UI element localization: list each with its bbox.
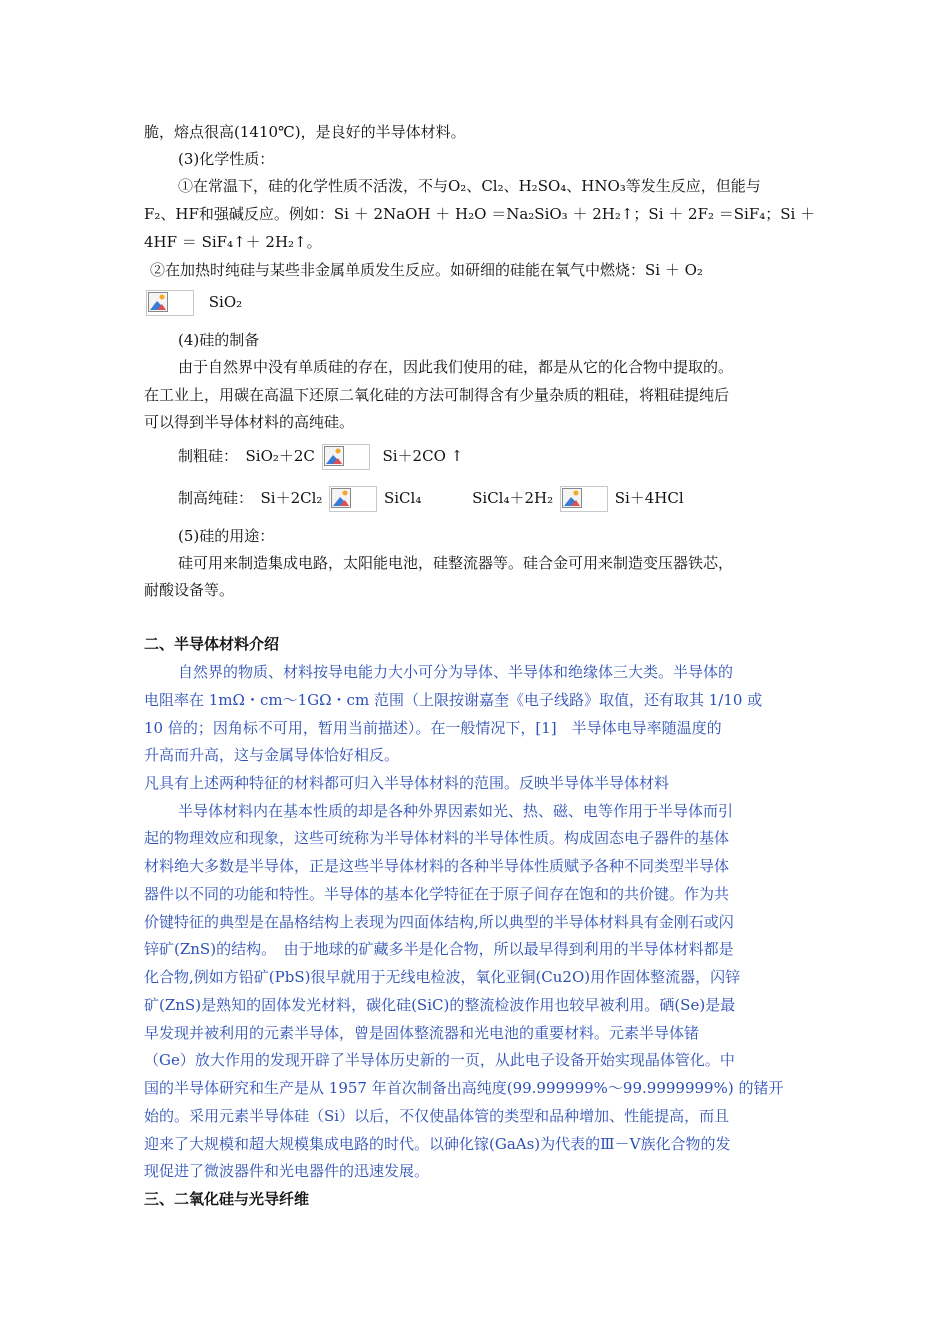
paragraph-line: 凡具有上述两种特征的材料都可归入半导体材料的范围。反映半导体半导体材料 bbox=[144, 774, 670, 792]
paragraph-line: 硅可用来制造集成电路，太阳能电池，硅整流器等。硅合金可用来制造变压器铁芯， bbox=[178, 554, 734, 572]
paragraph-line: 自然界的物质、材料按导电能力大小可分为导体、半导体和绝缘体三大类。半导体的 bbox=[178, 663, 734, 681]
equation-right: Si＋4HCl bbox=[614, 489, 684, 507]
paragraph-line: 材料绝大多数是半导体，正是这些半导体材料的各种半导体性质赋予各种不同类型半导体 bbox=[144, 857, 730, 875]
section-heading-semiconductor-intro: 二、半导体材料介绍 bbox=[144, 635, 280, 653]
paragraph-line: 矿(ZnS)是熟知的固体发光材料，碳化硅(SiC)的整流检波作用也较早被利用。硒(Se)是最 bbox=[144, 996, 736, 1014]
paragraph-line: ①在常温下，硅的化学性质不活泼，不与O₂、Cl₂、H₂SO₄、HNO₃等发生反应，但能与 bbox=[178, 177, 761, 195]
equation-right: Si＋2CO ↑ bbox=[382, 447, 464, 465]
broken-image-icon bbox=[322, 444, 370, 470]
paragraph-line: 国的半导体研究和生产是从 1957 年首次制备出高纯度(99.999999%～99.9999999%) 的锗开 bbox=[144, 1079, 784, 1097]
paragraph-line: 4HF ＝ SiF₄↑＋ 2H₂↑。 bbox=[144, 233, 322, 251]
equation-right: SiCl₄ bbox=[383, 489, 422, 507]
paragraph-line: 耐酸设备等。 bbox=[144, 581, 235, 599]
section-heading-chemical-properties: (3)化学性质： bbox=[178, 150, 275, 168]
paragraph-line: 起的物理效应和现象，这些可统称为半导体材料的半导体性质。构成固态电子器件的基体 bbox=[144, 829, 730, 847]
equation-row-pure-silicon bbox=[178, 486, 684, 512]
equation-left: 制粗硅： SiO₂＋2C bbox=[178, 447, 315, 465]
equation-left: 制高纯硅： Si＋2Cl₂ bbox=[178, 489, 323, 507]
paragraph-line: 迎来了大规模和超大规模集成电路的时代。以砷化镓(GaAs)为代表的Ⅲ－Ⅴ族化合物的发 bbox=[144, 1135, 731, 1153]
paragraph-line: ②在加热时纯硅与某些非金属单质发生反应。如研细的硅能在氧气中燃烧：Si ＋ O₂ bbox=[150, 261, 703, 279]
section-heading-silica-fiber: 三、二氧化硅与光导纤维 bbox=[144, 1190, 310, 1208]
section-heading-uses: (5)硅的用途： bbox=[178, 527, 275, 545]
broken-image-icon bbox=[560, 486, 608, 512]
paragraph-line: 始的。采用元素半导体硅（Si）以后，不仅使晶体管的类型和品种增加、性能提高，而且 bbox=[144, 1107, 730, 1125]
paragraph-line: 器件以不同的功能和特性。半导体的基本化学特征在于原子间存在饱和的共价键。作为共 bbox=[144, 885, 730, 903]
equation-product: SiO₂ bbox=[208, 293, 243, 311]
paragraph-line: 可以得到半导体材料的高纯硅。 bbox=[144, 413, 355, 431]
paragraph-line: 升高而升高，这与金属导体恰好相反。 bbox=[144, 746, 400, 764]
broken-image-icon bbox=[329, 486, 377, 512]
section-heading-preparation: (4)硅的制备 bbox=[178, 331, 260, 349]
paragraph-line: 10 倍的；因角标不可用，暂用当前描述）。在一般情况下，[1] 半导体电导率随温度的 bbox=[144, 719, 722, 737]
paragraph-line: 由于自然界中没有单质硅的存在，因此我们使用的硅，都是从它的化合物中提取的。 bbox=[178, 358, 734, 376]
equation-row-crude-silicon bbox=[178, 444, 463, 470]
paragraph-line: 化合物,例如方铅矿(PbS)很早就用于无线电检波，氧化亚铜(Cu2O)用作固体整流器，闪锌 bbox=[144, 968, 741, 986]
equation-row bbox=[144, 290, 242, 316]
paragraph-line: 电阻率在 1mΩ・cm～1GΩ・cm 范围（上限按谢嘉奎《电子线路》取值，还有取其 1/10 或 bbox=[144, 691, 763, 709]
paragraph-line: 现促进了微波器件和光电器件的迅速发展。 bbox=[144, 1162, 430, 1180]
paragraph-line: 价键特征的典型是在晶格结构上表现为四面体结构,所以典型的半导体材料具有金刚石或闪 bbox=[144, 913, 734, 931]
paragraph-line: 脆，熔点很高(1410℃)，是良好的半导体材料。 bbox=[144, 123, 466, 141]
paragraph-line: 半导体材料内在基本性质的却是各种外界因素如光、热、磁、电等作用于半导体而引 bbox=[178, 802, 734, 820]
paragraph-line: F₂、HF和强碱反应。例如：Si ＋ 2NaOH ＋ H₂O ＝Na₂SiO₃ ＋ 2H₂↑；Si ＋ 2F₂ ＝SiF₄；Si ＋ bbox=[144, 205, 816, 223]
paragraph-line: （Ge）放大作用的发现开辟了半导体历史新的一页，从此电子设备开始实现晶体管化。中 bbox=[144, 1051, 735, 1069]
paragraph-line: 早发现并被利用的元素半导体，曾是固体整流器和光电池的重要材料。元素半导体锗 bbox=[144, 1024, 700, 1042]
paragraph-line: 锌矿(ZnS)的结构。 由于地球的矿藏多半是化合物，所以最早得到利用的半导体材料都是 bbox=[144, 940, 734, 958]
broken-image-icon bbox=[146, 290, 194, 316]
equation-left: SiCl₄＋2H₂ bbox=[472, 489, 554, 507]
paragraph-line: 在工业上，用碳在高温下还原二氧化硅的方法可制得含有少量杂质的粗硅，将粗硅提纯后 bbox=[144, 386, 730, 404]
